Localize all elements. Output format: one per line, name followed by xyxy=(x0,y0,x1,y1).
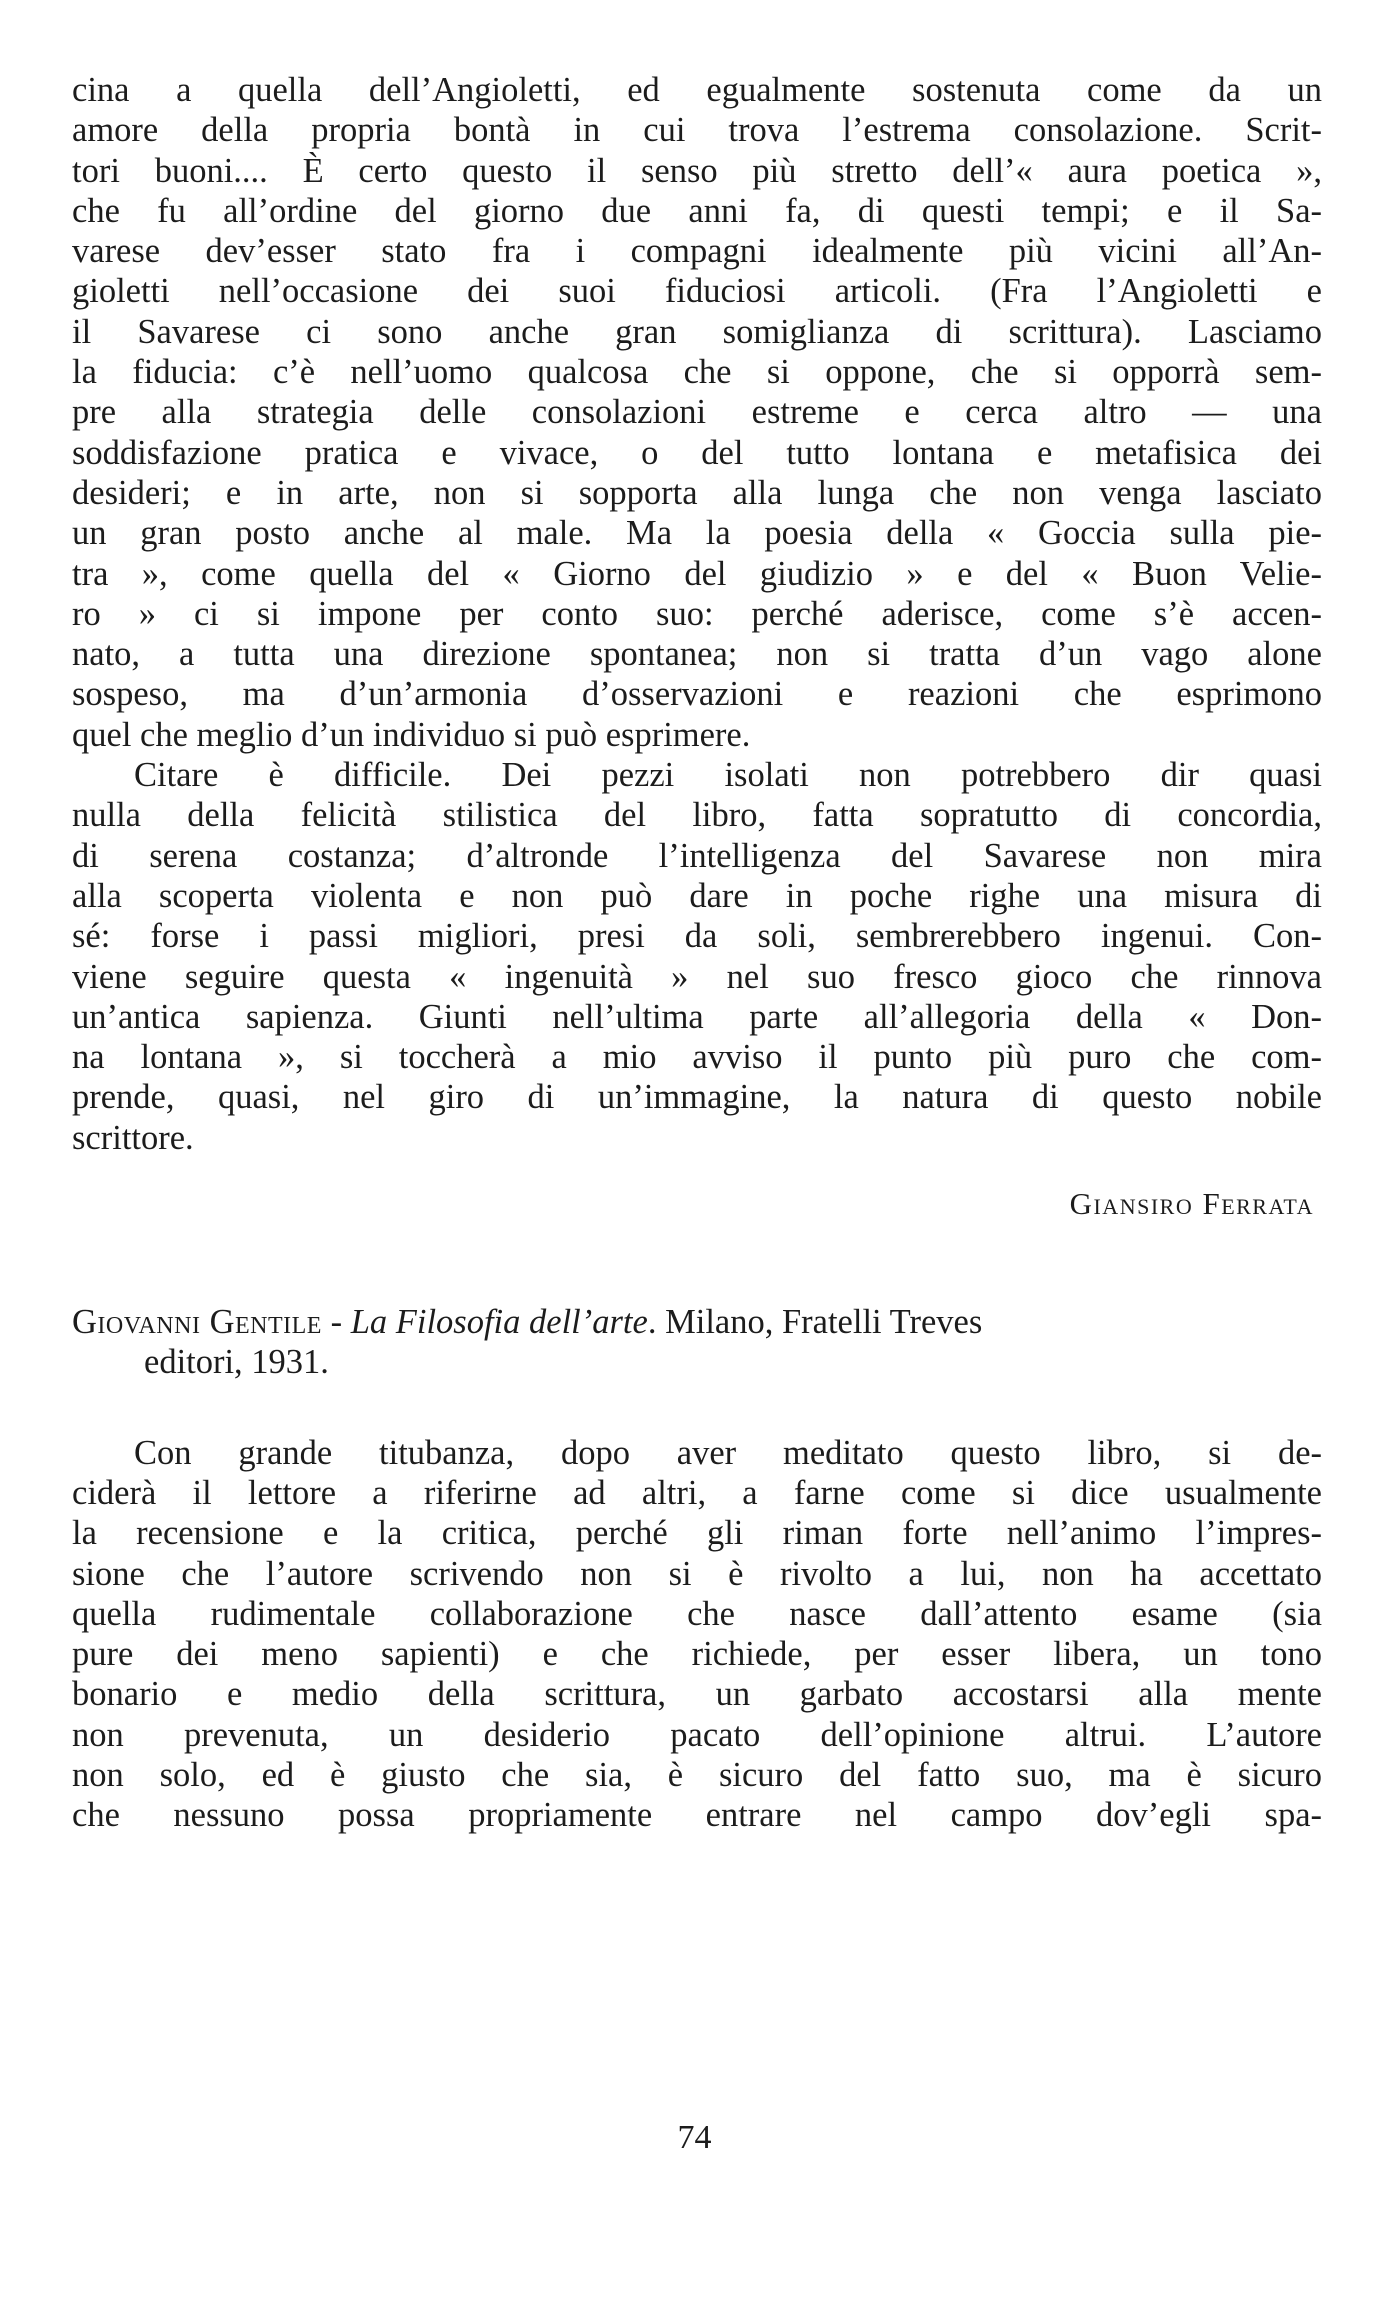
text-line: tra », come quella del « Giorno del giudizio » e del « Buon Velie- xyxy=(72,554,1322,593)
text-line: pre alla strategia delle consolazioni estreme e cerca altro — una xyxy=(72,393,1322,432)
text-line: tori buoni.... È certo questo il senso più stretto dell’« aura poetica », xyxy=(72,151,1322,190)
text-line: ro » ci si impone per conto suo: perché aderisce, come s’è accen- xyxy=(72,594,1322,633)
text-line: la fiducia: c’è nell’uomo qualcosa che si oppone, che si opporrà sem- xyxy=(72,353,1322,392)
publication-info-continued: editori, 1931. xyxy=(144,1343,329,1382)
text-line: un gran posto anche al male. Ma la poesia della « Goccia sulla pie- xyxy=(72,514,1322,553)
text-line: Citare è difficile. Dei pezzi isolati non potrebbero dir quasi xyxy=(134,756,1322,795)
previous-review-paragraph-1 xyxy=(72,70,1322,755)
text-line: prende, quasi, nel giro di un’immagine, la natura di questo nobile xyxy=(72,1078,1322,1117)
text-line: Con grande titubanza, dopo aver meditato questo libro, si de- xyxy=(134,1433,1322,1472)
page-number: 74 xyxy=(677,2119,712,2156)
text-line: non prevenuta, un desiderio pacato dell’opinione altrui. L’autore xyxy=(72,1715,1322,1754)
review-signature: Giansiro Ferrata xyxy=(1069,1186,1314,1222)
text-line: gioletti nell’occasione dei suoi fiduciosi articoli. (Fra l’Angioletti e xyxy=(72,272,1322,311)
text-line: nulla della felicità stilistica del libro, fatta sopratutto di concordia, xyxy=(72,796,1322,835)
text-line: desideri; e in arte, non si sopporta alla lunga che non venga lasciato xyxy=(72,473,1322,512)
text-line: scrittore. xyxy=(72,1118,194,1157)
text-line: quel che meglio d’un individuo si può esprimere. xyxy=(72,715,751,754)
text-line: ciderà il lettore a riferirne ad altri, a farne come si dice usualmente xyxy=(72,1473,1322,1512)
heading-separator: - xyxy=(321,1303,351,1342)
book-title: La Filosofia dell’arte xyxy=(350,1303,648,1342)
text-line: quella rudimentale collaborazione che nasce dall’attento esame (sia xyxy=(72,1594,1322,1633)
text-line: pure dei meno sapienti) e che richiede, per esser libera, un tono xyxy=(72,1635,1322,1674)
text-line: non solo, ed è giusto che sia, è sicuro del fatto suo, ma è sicuro xyxy=(72,1755,1322,1794)
book-page xyxy=(72,70,1322,1836)
text-line: di serena costanza; d’altronde l’intelligenza del Savarese non mira xyxy=(72,836,1322,875)
text-line: sione che l’autore scrivendo non si è rivolto a lui, non ha accettato xyxy=(72,1554,1322,1593)
publication-info: . Milano, Fratelli Treves xyxy=(647,1303,983,1342)
text-line: soddisfazione pratica e vivace, o del tutto lontana e metafisica dei xyxy=(72,433,1322,472)
text-line: sospeso, ma d’un’armonia d’osservazioni e reazioni che esprimono xyxy=(72,675,1322,714)
text-line: la recensione e la critica, perché gli riman forte nell’animo l’impres- xyxy=(72,1514,1322,1553)
text-line: che nessuno possa propriamente entrare nel campo dov’egli spa- xyxy=(72,1796,1322,1835)
new-review-paragraph xyxy=(72,1433,1322,1836)
text-line: che fu all’ordine del giorno due anni fa, di questi tempi; e il Sa- xyxy=(72,191,1322,230)
text-line: alla scoperta violenta e non può dare in poche righe una misura di xyxy=(72,876,1322,915)
review-author: Giovanni Gentile xyxy=(72,1303,322,1342)
text-line: un’antica sapienza. Giunti nell’ultima parte all’allegoria della « Don- xyxy=(72,997,1322,1036)
text-line: varese dev’esser stato fra i compagni idealmente più vicini all’An- xyxy=(72,232,1322,271)
text-line: nato, a tutta una direzione spontanea; non si tratta d’un vago alone xyxy=(72,635,1322,674)
text-line: il Savarese ci sono anche gran somiglianza di scrittura). Lasciamo xyxy=(72,312,1322,351)
bibliographic-entry xyxy=(72,1302,1322,1342)
text-line: viene seguire questa « ingenuità » nel suo fresco gioco che rinnova xyxy=(72,957,1322,996)
previous-review-paragraph-2 xyxy=(72,755,1322,1158)
text-line: cina a quella dell’Angioletti, ed egualmente sostenuta come da un xyxy=(72,71,1322,109)
review-heading xyxy=(72,1302,1322,1383)
text-line: sé: forse i passi migliori, presi da soli, sembrerebbero ingenui. Con- xyxy=(72,917,1322,956)
text-line: na lontana », si toccherà a mio avviso il punto più puro che com- xyxy=(72,1038,1322,1077)
text-line: amore della propria bontà in cui trova l’estrema consolazione. Scrit- xyxy=(72,111,1322,150)
text-line: bonario e medio della scrittura, un garbato accostarsi alla mente xyxy=(72,1675,1322,1714)
